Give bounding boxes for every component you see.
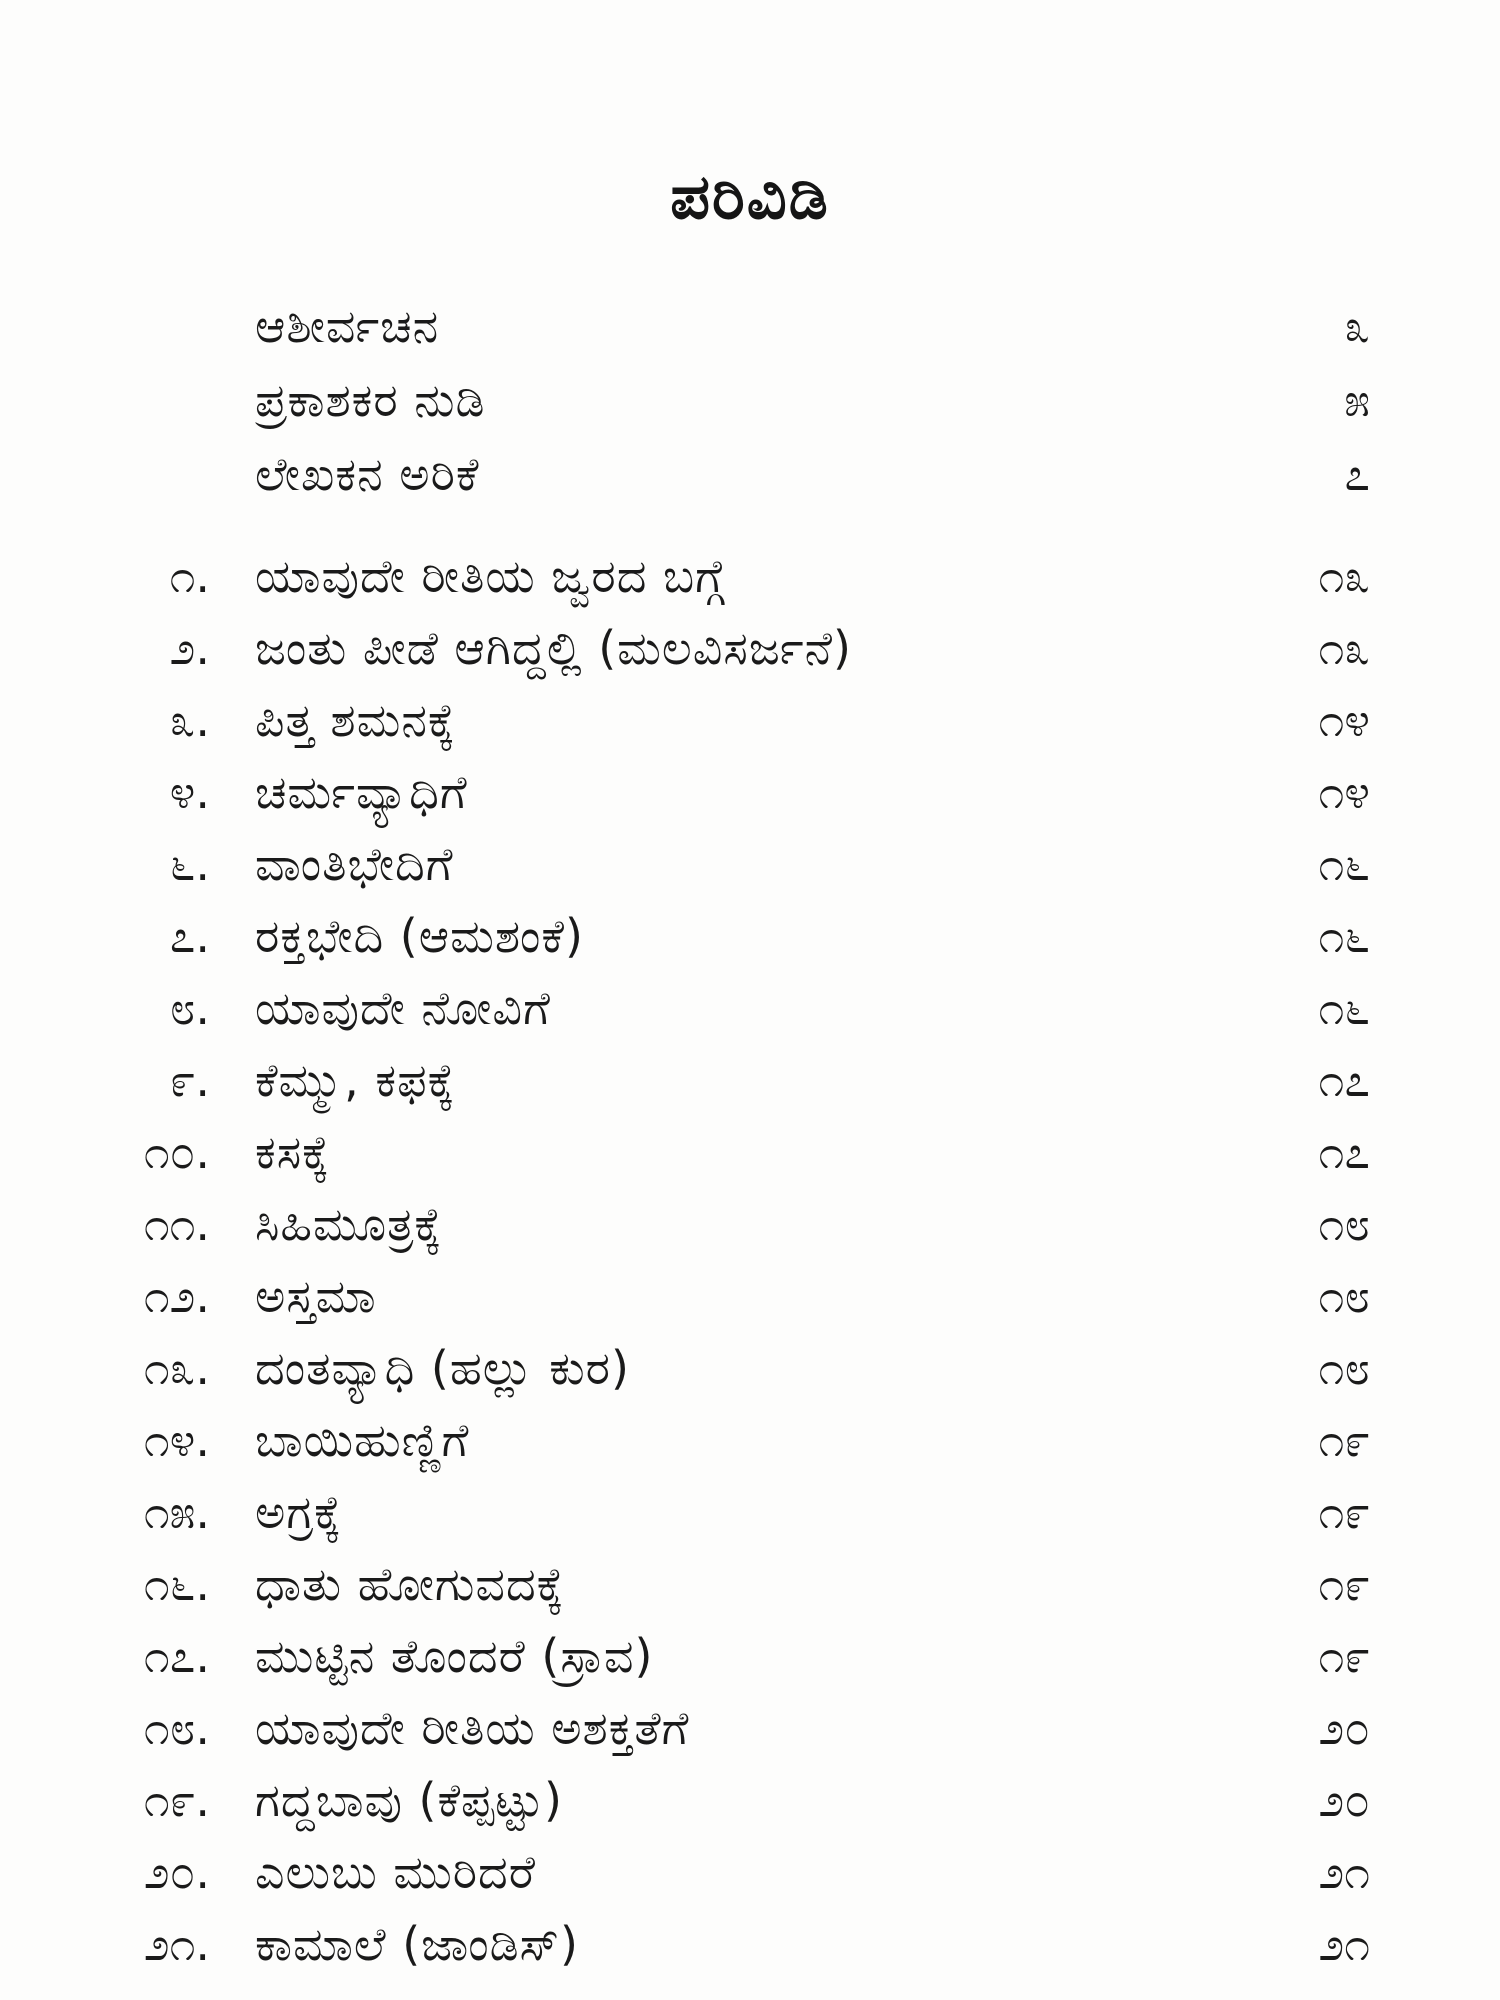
toc-page-number: ೧೩ xyxy=(1318,621,1370,675)
toc-label: ವಾಂತಿಭೇದಿಗೆ xyxy=(255,837,454,891)
toc-page-number: ೧೬ xyxy=(1318,981,1370,1035)
toc-page-number: ೧೬ xyxy=(1318,837,1370,891)
toc-row xyxy=(0,1404,1500,1476)
toc-label: ಆಶೀರ್ವಚನ xyxy=(255,299,440,353)
toc-item-number: ೭. xyxy=(169,909,210,963)
toc-page-number: ೨೦ xyxy=(1318,1773,1370,1827)
toc-item-number: ೧೨. xyxy=(143,1269,210,1323)
toc-front-row xyxy=(0,290,1500,364)
toc-row xyxy=(0,1836,1500,1908)
toc-page-number: ೧೪ xyxy=(1318,765,1370,819)
toc-row xyxy=(0,828,1500,900)
toc-page-number: ೧೮ xyxy=(1318,1341,1370,1395)
toc-page-number: ೫ xyxy=(1344,373,1370,427)
toc-row xyxy=(0,540,1500,612)
toc-item-number: ೨. xyxy=(169,621,210,675)
toc-label: ಬಾಯಿಹುಣ್ಣಿಗೆ xyxy=(255,1413,470,1467)
toc-row xyxy=(0,612,1500,684)
toc-page-number: ೭ xyxy=(1344,447,1370,501)
toc-item-number: ೯. xyxy=(169,1053,210,1107)
toc-page-number: ೧೯ xyxy=(1318,1629,1370,1683)
toc-label: ಯಾವುದೇ ರೀತಿಯ ಅಶಕ್ತತೆಗೆ xyxy=(255,1701,690,1755)
toc-page-number: ೧೮ xyxy=(1318,1197,1370,1251)
toc-item-number: ೨೧. xyxy=(143,1917,210,1971)
toc-item-number: ೮. xyxy=(169,981,210,1035)
toc-row xyxy=(0,1620,1500,1692)
toc-label: ಮುಟ್ಟಿನ ತೊಂದರೆ (ಸ್ರಾವ) xyxy=(255,1629,654,1683)
toc-item-number: ೬. xyxy=(169,837,210,891)
toc-item-number: ೧೩. xyxy=(143,1341,210,1395)
toc-row xyxy=(0,972,1500,1044)
toc-label: ಸಿಹಿಮೂತ್ರಕ್ಕೆ xyxy=(255,1197,443,1251)
toc-row xyxy=(0,1116,1500,1188)
toc-row xyxy=(0,1044,1500,1116)
toc-label: ದಂತವ್ಯಾಧಿ (ಹಲ್ಲು ಕುರ) xyxy=(255,1341,630,1395)
toc-row xyxy=(0,1548,1500,1620)
toc-page-number: ೧೮ xyxy=(1318,1269,1370,1323)
toc-label: ಕಾಮಾಲೆ (ಜಾಂಡಿಸ್) xyxy=(255,1917,579,1971)
toc-label: ಕೆಮ್ಮು, ಕಫಕ್ಕೆ xyxy=(255,1053,456,1107)
toc-page-number: ೨೧ xyxy=(1318,1845,1370,1899)
toc-item-number: ೧೦. xyxy=(143,1125,210,1179)
toc-label: ಅಸ್ತಮಾ xyxy=(255,1269,377,1323)
toc-item-number: ೨೦. xyxy=(143,1845,210,1899)
section-gap xyxy=(0,512,1500,540)
toc-item-number: ೧೪. xyxy=(143,1413,210,1467)
page-title: ಪರಿವಿಡಿ xyxy=(670,160,830,233)
toc-label: ಜಂತು ಪೀಡೆ ಆಗಿದ್ದಲ್ಲಿ (ಮಲವಿಸರ್ಜನೆ) xyxy=(255,621,852,675)
toc-item-number: ೧೭. xyxy=(143,1629,210,1683)
toc-front-row xyxy=(0,364,1500,438)
toc-item-number: ೩. xyxy=(169,693,210,747)
toc-item-number: ೪. xyxy=(169,765,210,819)
toc-label: ಯಾವುದೇ ನೋವಿಗೆ xyxy=(255,981,551,1035)
toc-page-number: ೧೯ xyxy=(1318,1557,1370,1611)
toc-label: ಗದ್ದಬಾವು (ಕೆಪ್ಪಟ್ಟು) xyxy=(255,1773,563,1827)
toc-label: ಕಸಕ್ಕೆ xyxy=(255,1125,331,1179)
toc-label: ರಕ್ತಭೇದಿ (ಆಮಶಂಕೆ) xyxy=(255,909,584,963)
toc-row xyxy=(0,1908,1500,1980)
toc-row xyxy=(0,756,1500,828)
toc-page-number: ೧೬ xyxy=(1318,909,1370,963)
toc-page-number: ೧೯ xyxy=(1318,1413,1370,1467)
toc-item-number: ೧. xyxy=(169,549,210,603)
toc-item-number: ೧೮. xyxy=(143,1701,210,1755)
toc-row xyxy=(0,1476,1500,1548)
toc-page-number: ೧೪ xyxy=(1318,693,1370,747)
toc-item-number: ೧೯. xyxy=(143,1773,210,1827)
toc-page-number: ೨೧ xyxy=(1318,1917,1370,1971)
toc-label: ಎಲುಬು ಮುರಿದರೆ xyxy=(255,1845,536,1899)
toc-label: ಪ್ರಕಾಶಕರ ನುಡಿ xyxy=(255,373,486,427)
toc-page-number: ೧೩ xyxy=(1318,549,1370,603)
toc-item-number: ೧೧. xyxy=(143,1197,210,1251)
toc-item-number: ೧೫. xyxy=(143,1485,210,1539)
toc-label: ಚರ್ಮವ್ಯಾಧಿಗೆ xyxy=(255,765,468,819)
toc-label: ಅಗ್ರಕ್ಕೆ xyxy=(255,1485,343,1539)
toc-row xyxy=(0,1764,1500,1836)
toc-page-number: ೧೭ xyxy=(1318,1053,1370,1107)
toc-label: ಪಿತ್ತ ಶಮನಕ್ಕೆ xyxy=(255,693,456,747)
toc-label: ಧಾತು ಹೋಗುವದಕ್ಕೆ xyxy=(255,1557,565,1611)
toc-row xyxy=(0,684,1500,756)
toc-front-row xyxy=(0,438,1500,512)
toc-row xyxy=(0,1260,1500,1332)
toc-row xyxy=(0,900,1500,972)
toc-label: ಲೇಖಕನ ಅರಿಕೆ xyxy=(255,447,480,501)
toc-row xyxy=(0,1188,1500,1260)
toc-page-number: ೧೭ xyxy=(1318,1125,1370,1179)
toc-page-number: ೩ xyxy=(1344,299,1370,353)
table-of-contents xyxy=(0,290,1500,1980)
toc-row xyxy=(0,1332,1500,1404)
toc-label: ಯಾವುದೇ ರೀತಿಯ ಜ್ವರದ ಬಗ್ಗೆ xyxy=(255,549,726,603)
toc-page-number: ೨೦ xyxy=(1318,1701,1370,1755)
toc-page-number: ೧೯ xyxy=(1318,1485,1370,1539)
toc-row xyxy=(0,1692,1500,1764)
toc-item-number: ೧೬. xyxy=(143,1557,210,1611)
